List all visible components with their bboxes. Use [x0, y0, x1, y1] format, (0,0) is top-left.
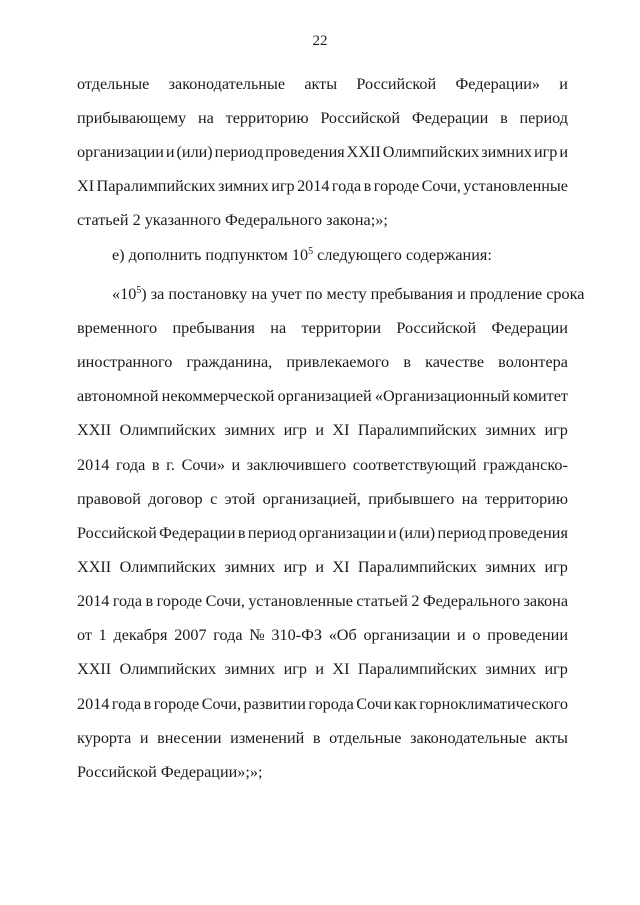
word: игр: [271, 177, 295, 195]
word: зимних: [218, 177, 269, 195]
word: автономной: [77, 387, 159, 405]
word: 2: [411, 592, 420, 610]
word: 310-ФЗ: [271, 626, 322, 644]
word: года: [331, 177, 362, 195]
word: Сочи,: [421, 177, 461, 195]
text-line: [77, 625, 568, 645]
text-line: [77, 523, 568, 543]
text-line: [77, 557, 568, 577]
word: организации: [363, 626, 451, 644]
word: законодательные: [168, 75, 286, 93]
word: Паралимпийских: [357, 558, 477, 576]
text-line: [77, 455, 568, 475]
text-line: [77, 108, 568, 128]
word: правовой: [77, 490, 141, 508]
word: как: [394, 695, 417, 713]
word: договор: [148, 490, 203, 508]
word: 2007: [174, 626, 207, 644]
word: закона: [523, 592, 568, 610]
line-text-after: следующего содержания:: [313, 246, 492, 264]
word: (или): [176, 143, 213, 161]
word: города: [308, 695, 354, 713]
word: года: [115, 456, 146, 474]
word: период: [247, 524, 297, 542]
word: зимних: [224, 421, 276, 439]
word: Федерации»: [455, 75, 540, 93]
word: XXII: [77, 421, 112, 439]
word: XI: [332, 421, 350, 439]
word: и: [457, 626, 466, 644]
word: отдельные: [77, 75, 150, 93]
word: и: [231, 456, 241, 474]
word: «Об: [328, 626, 357, 644]
word: Федерации: [491, 319, 568, 337]
text-line: [112, 245, 568, 265]
word: в: [143, 695, 152, 713]
word: 2014: [77, 592, 110, 610]
word: Российской: [77, 524, 157, 542]
word: пребывания: [172, 319, 255, 337]
word: 2014: [77, 456, 110, 474]
superscript: 5: [308, 246, 314, 257]
word: и: [165, 143, 175, 161]
word: XXII: [77, 558, 112, 576]
word: соответствующий: [352, 456, 477, 474]
word: XI: [332, 660, 350, 678]
word: зимних: [485, 660, 537, 678]
word: период: [214, 143, 264, 161]
word: Российской: [396, 319, 477, 337]
text-line: статьей 2 указанного Федерального закона;»;: [77, 211, 388, 229]
word: территории: [301, 319, 381, 337]
word: в: [500, 109, 508, 127]
word: Паралимпийских: [96, 177, 216, 195]
word: года: [111, 695, 142, 713]
word: «Организационный: [374, 387, 510, 405]
page-number: 22: [312, 33, 328, 49]
word: развитии: [243, 695, 306, 713]
word: игр: [533, 143, 558, 161]
word: установленные: [248, 592, 353, 610]
line-text-before: е) дополнить подпунктом 10: [112, 246, 309, 264]
word: г.: [166, 456, 175, 474]
word: с: [210, 490, 218, 508]
line-text-before: «10: [112, 285, 137, 303]
word: XI: [332, 558, 350, 576]
word: городе: [156, 592, 203, 610]
word: зимних: [224, 660, 276, 678]
word: XXII: [346, 143, 381, 161]
word: городе: [373, 177, 420, 195]
word: о: [472, 626, 481, 644]
text-line: [77, 318, 568, 338]
word: период: [437, 524, 486, 542]
word: организации: [77, 143, 164, 161]
line-text-after: ) за постановку на учет по месту пребывания и продление срока: [141, 285, 585, 303]
text-line: [77, 386, 568, 406]
word: в: [237, 524, 246, 542]
word: Сочи,: [201, 695, 242, 713]
word: Сочи: [356, 695, 392, 713]
word: Сочи»: [181, 456, 225, 474]
word: Федерации: [159, 524, 236, 542]
word: Паралимпийских: [357, 421, 477, 439]
word: на: [461, 490, 478, 508]
text-line: [77, 659, 568, 679]
word: на: [270, 319, 287, 337]
word: 2014: [77, 695, 110, 713]
text-line: [77, 74, 568, 94]
word: игр: [283, 660, 307, 678]
word: и: [139, 729, 149, 747]
word: территорию: [485, 490, 568, 508]
word: в: [312, 729, 321, 747]
word: иностранного: [77, 353, 173, 371]
word: изменений: [230, 729, 305, 747]
word: Российской: [320, 109, 401, 127]
word: игр: [544, 558, 568, 576]
word: и: [315, 558, 325, 576]
text-line: [77, 489, 568, 509]
word: организацией,: [262, 490, 361, 508]
word: временного: [77, 319, 158, 337]
word: года: [112, 592, 143, 610]
word: зимних: [485, 558, 537, 576]
word: Паралимпийских: [357, 660, 477, 678]
text-line: [112, 284, 585, 304]
word: гражданина,: [186, 353, 273, 371]
word: организации: [298, 524, 386, 542]
text-line: [77, 142, 568, 162]
word: законодательные: [410, 729, 527, 747]
text-line: [77, 352, 568, 372]
word: Федерального: [422, 592, 520, 610]
word: курорта: [77, 729, 132, 747]
word: 1: [98, 626, 107, 644]
word: проведения: [488, 524, 568, 542]
word: проведении: [487, 626, 568, 644]
word: игр: [544, 660, 568, 678]
word: Федерации: [411, 109, 489, 127]
word: игр: [283, 421, 307, 439]
text-line: Российской Федерации»;»;: [77, 763, 263, 781]
word: гражданско-: [483, 456, 568, 474]
word: заключившего: [246, 456, 347, 474]
word: прибывающему: [77, 109, 187, 127]
word: комитет: [512, 387, 568, 405]
word: период: [519, 109, 568, 127]
word: Сочи,: [205, 592, 245, 610]
word: в: [403, 353, 411, 371]
text-line: [77, 694, 568, 714]
word: 2014: [297, 177, 330, 195]
word: акты: [304, 75, 338, 93]
word: этой: [224, 490, 256, 508]
word: Олимпийских: [119, 421, 217, 439]
word: Олимпийских: [119, 660, 217, 678]
word: и: [315, 421, 325, 439]
word: установленные: [463, 177, 568, 195]
text-line: [77, 176, 568, 196]
word: и: [315, 660, 325, 678]
word: Российской: [356, 75, 437, 93]
text-line: [77, 591, 568, 611]
word: городе: [153, 695, 200, 713]
word: декабря: [113, 626, 168, 644]
word: на: [198, 109, 214, 127]
word: и: [559, 143, 568, 161]
word: организацией: [277, 387, 372, 405]
text-line: [77, 420, 568, 440]
word: прибывшего: [368, 490, 455, 508]
word: Олимпийских: [382, 143, 480, 161]
word: в: [145, 592, 154, 610]
word: проведения: [265, 143, 345, 161]
word: волонтера: [498, 353, 568, 371]
word: и: [559, 75, 568, 93]
word: зимних: [481, 143, 532, 161]
word: XI: [77, 177, 95, 195]
word: внесении: [157, 729, 222, 747]
word: игр: [283, 558, 307, 576]
word: в: [151, 456, 160, 474]
word: и: [387, 524, 397, 542]
word: от: [77, 626, 92, 644]
word: привлекаемого: [286, 353, 390, 371]
word: зимних: [485, 421, 537, 439]
word: зимних: [224, 558, 276, 576]
word: года: [213, 626, 243, 644]
word: территорию: [225, 109, 309, 127]
text-line: [77, 728, 568, 748]
word: качестве: [425, 353, 485, 371]
word: Олимпийских: [119, 558, 217, 576]
word: акты: [535, 729, 568, 747]
word: статьей: [356, 592, 408, 610]
word: (или): [399, 524, 436, 542]
word: игр: [544, 421, 568, 439]
word: отдельные: [329, 729, 402, 747]
word: в: [363, 177, 372, 195]
superscript: 5: [136, 285, 142, 296]
word: №: [249, 626, 265, 644]
word: XXII: [77, 660, 112, 678]
word: горноклиматического: [419, 695, 568, 713]
word: некоммерческой: [161, 387, 275, 405]
